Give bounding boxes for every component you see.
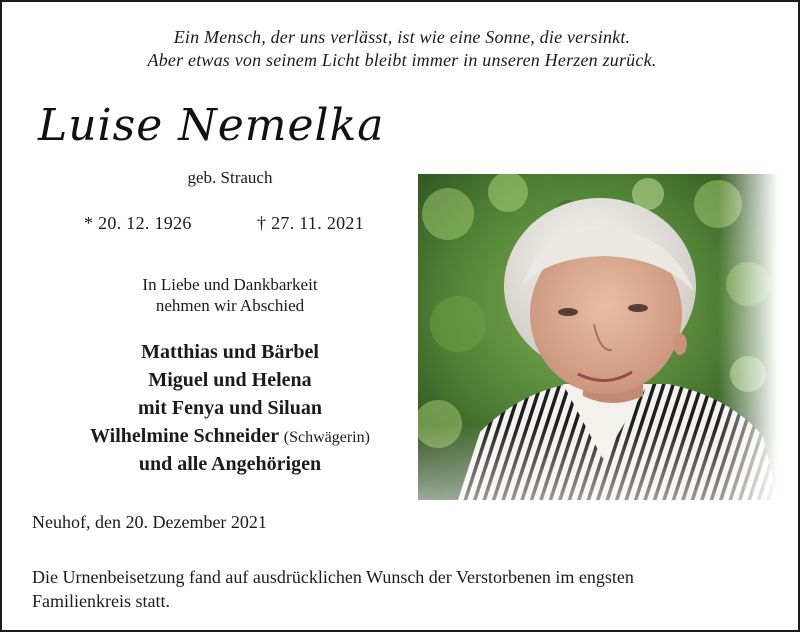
burial-notice-line-2: Familienkreis statt. xyxy=(32,591,170,611)
death-date: † 27. 11. 2021 xyxy=(257,213,365,233)
portrait-photo xyxy=(418,174,778,500)
farewell-line-2: nehmen wir Abschied xyxy=(155,296,305,315)
mourner-line xyxy=(32,366,428,394)
birth-name: geb. Strauch xyxy=(187,168,273,187)
farewell-line-1: In Liebe und Dankbarkeit xyxy=(142,275,318,294)
motto-line-1: Ein Mensch, der uns verlässt, ist wie eine Sonne, die versinkt. xyxy=(173,27,631,47)
mourner-name: Miguel und Helena xyxy=(148,369,312,391)
motto-line-2: Aber etwas von seinem Licht bleibt immer in unseren Herzen zurück. xyxy=(147,50,657,70)
deceased-name: Luise Nemelka xyxy=(38,100,385,151)
mourner-name: und alle Angehörigen xyxy=(138,453,322,475)
burial-notice-line-1: Die Urnenbeisetzung fand auf ausdrücklichen Wunsch der Verstorbenen im engsten xyxy=(32,567,634,587)
mourner-line xyxy=(32,450,428,478)
place-and-date: Neuhof, den 20. Dezember 2021 xyxy=(32,512,267,532)
mourner-relation-note: (Schwägerin) xyxy=(283,429,370,446)
mourner-line xyxy=(32,394,428,422)
mourner-name: Wilhelmine Schneider xyxy=(90,425,279,447)
mourner-line xyxy=(32,422,428,452)
mourner-name: mit Fenya und Siluan xyxy=(138,397,322,419)
mourner-line xyxy=(32,338,428,366)
mourner-name: Matthias und Bärbel xyxy=(141,341,319,363)
birth-date: * 20. 12. 1926 xyxy=(84,213,192,233)
